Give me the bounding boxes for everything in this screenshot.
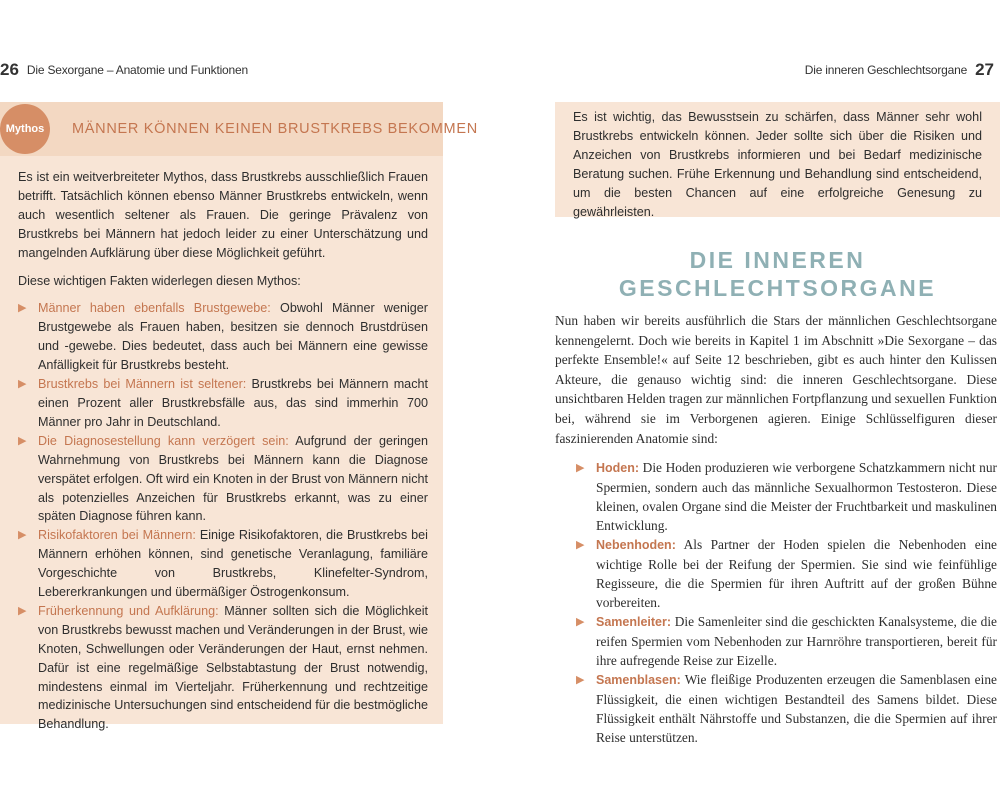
section-intro: Nun haben wir bereits ausführlich die Stars der männlichen Geschlechtsorgane kennengelernt. Doch wie bereits in Kapitel 1 im Abschnitt »Die Sexorgane – das perfekte Ensemble!« auf Seite 12 beschrieben, gibt es auch hinter den Kulissen Akteure, die genauso wichtig sind: die inneren Geschlechtsorgane. Diese unsichtbaren Helden tragen zur männlichen Fortpflanzung und sexuellen Funktion bei, während sie im Verborgenen agieren. Einige Schlüsselfiguren dieser faszinierenden Anatomie sind: bbox=[555, 313, 997, 446]
fact-text: Obwohl Männer weniger Brustgewebe als Frauen haben, besitzen sie dennoch Brustdrüsen und -gewebe. Dies bedeutet, dass auch bei Männern eine gewisse Anfälligkeit für Brustkrebs besteht. bbox=[38, 301, 428, 373]
myth-body bbox=[18, 168, 428, 734]
triangle-bullet-icon: ▶ bbox=[576, 462, 585, 474]
myth-intro: Es ist ein weitverbreiteter Mythos, dass Brustkrebs ausschließlich Frauen betrifft. Tatsächlich können ebenso Männer Brustkrebs entwickeln, wenn auch wesentlich seltener als Frauen. Die geringe Prävalenz von Brustkrebs bei Männern hat jedoch leider zu einer Unterschätzung und mangelnden Aufklärung über diese Möglichkeit geführt. bbox=[18, 170, 428, 260]
triangle-bullet-icon: ▶ bbox=[576, 539, 585, 551]
section-title-line-2: GESCHLECHTSORGANE bbox=[618, 275, 937, 301]
fact-key: Früherkennung und Aufklärung: bbox=[38, 603, 219, 618]
fact-text: Männer sollten sich die Möglichkeit von Brustkrebs bewusst machen und Veränderungen in der Brust, wie Knoten, Schwellungen oder Veränderungen der Haut, ernst nehmen. Dafür ist eine regelmäßige Selbstabtastung der Brust notwendig, mindestens einmal im Vierteljahr. Früherkennung und rechtzeitige medizinische Untersuchungen sind entscheidend für die bestmögliche Behandlung. bbox=[38, 603, 428, 732]
fact-text: Aufgrund der geringen Wahrnehmung von Brustkrebs bei Männern kann die Diagnose verspätet erfolgen. Oft wird ein Knoten in der Brust von Männern nicht als potenzielles Anzeichen für Brustkrebs erkannt, was zu einer späten Diagnose führen kann. bbox=[38, 433, 428, 524]
list-item bbox=[18, 602, 428, 734]
left-page-number: 26 bbox=[0, 60, 19, 79]
organ-text: Als Partner der Hoden spielen die Nebenhoden eine wichtige Rolle bei der Reifung der Spermien. Sie sind wie feinfühlige Regisseure, die die Spermien für ihren Auftritt auf der großen Bühne vorbereiten. bbox=[596, 537, 997, 610]
list-item bbox=[18, 375, 428, 432]
triangle-bullet-icon: ▶ bbox=[18, 302, 27, 315]
fact-key: Risikofaktoren bei Männern: bbox=[38, 528, 196, 543]
list-item bbox=[18, 299, 428, 375]
left-page-header bbox=[0, 60, 248, 80]
list-item bbox=[576, 670, 997, 747]
organ-text: Wie fleißige Produzenten erzeugen die Samenblasen eine Flüssigkeit, die einen wichtigen Bestandteil des Samens bildet. Diese Flüssigkeit enthält Nährstoffe und Substanzen, die die Spermien auf ihrer Reise unterstützen. bbox=[596, 672, 997, 745]
organs-list bbox=[576, 458, 997, 747]
fact-key: Brustkrebs bei Männern ist seltener: bbox=[38, 377, 247, 392]
left-running-title: Die Sexorgane – Anatomie und Funktionen bbox=[26, 63, 248, 77]
fact-key: Die Diagnosestellung kann verzögert sein: bbox=[38, 433, 289, 448]
list-item bbox=[576, 612, 997, 670]
myth-title: MÄNNER KÖNNEN KEINEN BRUSTKREBS BEKOMMEN bbox=[72, 121, 478, 137]
triangle-bullet-icon: ▶ bbox=[18, 604, 27, 617]
right-page-number: 27 bbox=[975, 60, 994, 79]
triangle-bullet-icon: ▶ bbox=[18, 529, 27, 542]
organ-key: Hoden: bbox=[596, 461, 640, 475]
organ-key: Samenleiter: bbox=[596, 615, 672, 629]
list-item bbox=[18, 526, 428, 602]
list-item bbox=[576, 458, 997, 535]
triangle-bullet-icon: ▶ bbox=[18, 378, 27, 391]
organ-key: Nebenhoden: bbox=[596, 538, 676, 552]
organ-text: Die Samenleiter sind die geschickten Kanalsysteme, die die reifen Spermien vom Nebenhoden zur Harnröhre transportieren, bereit für ihre aufregende Reise zur Eizelle. bbox=[596, 614, 997, 668]
myth-facts-list bbox=[18, 299, 428, 734]
myth-lead: Diese wichtigen Fakten widerlegen diesen Mythos: bbox=[18, 273, 301, 288]
fact-text: Brustkrebs bei Männern macht einen Prozent aller Brustkrebsfälle aus, das sind immerhin 700 Männer pro Jahr in Deutschland. bbox=[38, 377, 428, 429]
fact-text: Einige Risikofaktoren, die Brustkrebs bei Männern erhöhen können, sind genetische Veranlagung, familiäre Vorgeschichte von Brustkrebs, Klinefelter-Syndrom, Lebererkrankungen und übermäßiger Östrogenkonsum. bbox=[38, 528, 428, 600]
tip-box bbox=[555, 102, 1000, 217]
tip-text: Es ist wichtig, das Bewusstsein zu schärfen, dass Männer sehr wohl Brustkrebs entwickeln können. Jeder sollte sich über die Risiken und Anzeichen von Brustkrebs informieren und bei Bedarf medizinische Beratung suchen. Frühe Erkennung und Behandlung sind entscheidend, um die besten Chancen auf eine erfolgreiche Genesung zu gewährleisten. bbox=[573, 110, 982, 219]
triangle-bullet-icon: ▶ bbox=[18, 434, 27, 447]
triangle-bullet-icon: ▶ bbox=[576, 616, 585, 628]
list-item bbox=[576, 535, 997, 612]
list-item bbox=[18, 432, 428, 527]
section-title-line-1: DIE INNEREN bbox=[689, 247, 866, 273]
section-title bbox=[555, 246, 1000, 302]
myth-badge: Mythos bbox=[0, 104, 50, 154]
right-page-header bbox=[805, 60, 994, 80]
organ-key: Samenblasen: bbox=[596, 673, 681, 687]
triangle-bullet-icon: ▶ bbox=[576, 674, 585, 686]
fact-key: Männer haben ebenfalls Brustgewebe: bbox=[38, 301, 271, 316]
organ-text: Die Hoden produzieren wie verborgene Schatzkammern nicht nur Spermien, sondern auch das männliche Sexualhormon Testosteron. Diese kleinen, ovalen Organe sind die Meister der Fruchtbarkeit und maskulinen Entwicklung. bbox=[596, 460, 997, 533]
right-running-title: Die inneren Geschlechtsorgane bbox=[804, 63, 968, 77]
